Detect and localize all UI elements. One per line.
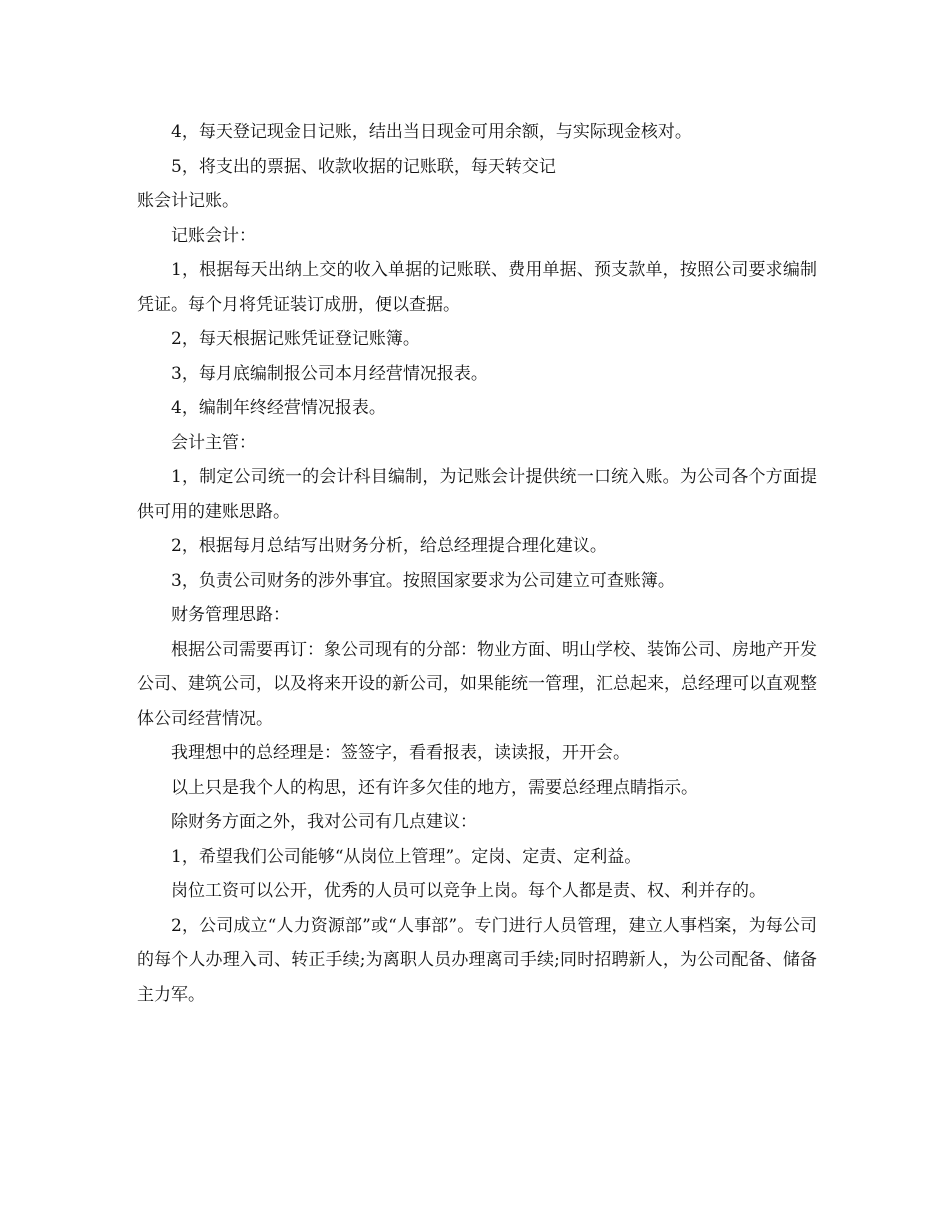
- paragraph-bookkeeper-3: 3，每月底编制报公司本月经营情况报表。: [171, 363, 488, 384]
- paragraph-supervisor-3: 3，负责公司财务的涉外事宜。按照国家要求为公司建立可查账簿。: [171, 570, 675, 591]
- section-heading-finance-management: 财务管理思路：: [171, 605, 290, 625]
- paragraph-personal-view: 以上只是我个人的构思，还有许多欠佳的地方，需要总经理点睛指示。: [171, 777, 698, 798]
- paragraph-suggestion-1: 1，希望我们公司能够“从岗位上管理”。定岗、定责、定利益。: [171, 846, 642, 867]
- paragraph-other-suggestions: 除财务方面之外，我对公司有几点建议：: [171, 812, 477, 832]
- paragraph-bookkeeper-2: 2，每天根据记账凭证登记账簿。: [171, 329, 420, 349]
- paragraph-receipts-transfer: 5，将支出的票据、收款收据的记账联，每天转交记: [171, 156, 556, 177]
- paragraph-supervisor-1: 1，制定公司统一的会计科目编制，为记账会计提供统一口统入账。为公司各个方面提供可用的建账思路。: [137, 467, 817, 522]
- section-heading-bookkeeper: 记账会计：: [171, 225, 256, 246]
- document-body: [137, 115, 817, 1012]
- paragraph-bookkeeper-4: 4，编制年终经营情况报表。: [171, 398, 386, 418]
- paragraph-suggestion-1-detail: 岗位工资可以公开，优秀的人员可以竞争上岗。每个人都是责、权、利并存的。: [171, 881, 766, 901]
- paragraph-ideal-manager: 我理想中的总经理是：签签字，看看报表，读读报，开开会。: [171, 743, 630, 763]
- section-heading-accounting-supervisor: 会计主管：: [171, 432, 256, 453]
- paragraph-receipts-transfer-cont: 账会计记账。: [137, 191, 239, 211]
- paragraph-bookkeeper-1: 1，根据每天出纳上交的收入单据的记账联、费用单据、预支款单，按照公司要求编制凭证。每个月将凭证装订成册，便以查据。: [137, 260, 817, 315]
- paragraph-supervisor-2: 2，根据每月总结写出财务分析，给总经理提合理化建议。: [171, 536, 607, 556]
- paragraph-finance-management: 根据公司需要再订：象公司现有的分部：物业方面、明山学校、装饰公司、房地产开发公司、建筑公司，以及将来开设的新公司，如果能统一管理，汇总起来，总经理可以直观整体公司经营情况。: [137, 639, 817, 729]
- paragraph-cash-journal: 4，每天登记现金日记账，结出当日现金可用余额，与实际现金核对。: [171, 122, 692, 142]
- paragraph-suggestion-2: 2，公司成立“人力资源部”或“人事部”。专门进行人员管理，建立人事档案，为每公司的每个人办理入司、转正手续;为离职人员办理离司手续;同时招聘新人，为公司配备、储备主力军。: [137, 915, 817, 1005]
